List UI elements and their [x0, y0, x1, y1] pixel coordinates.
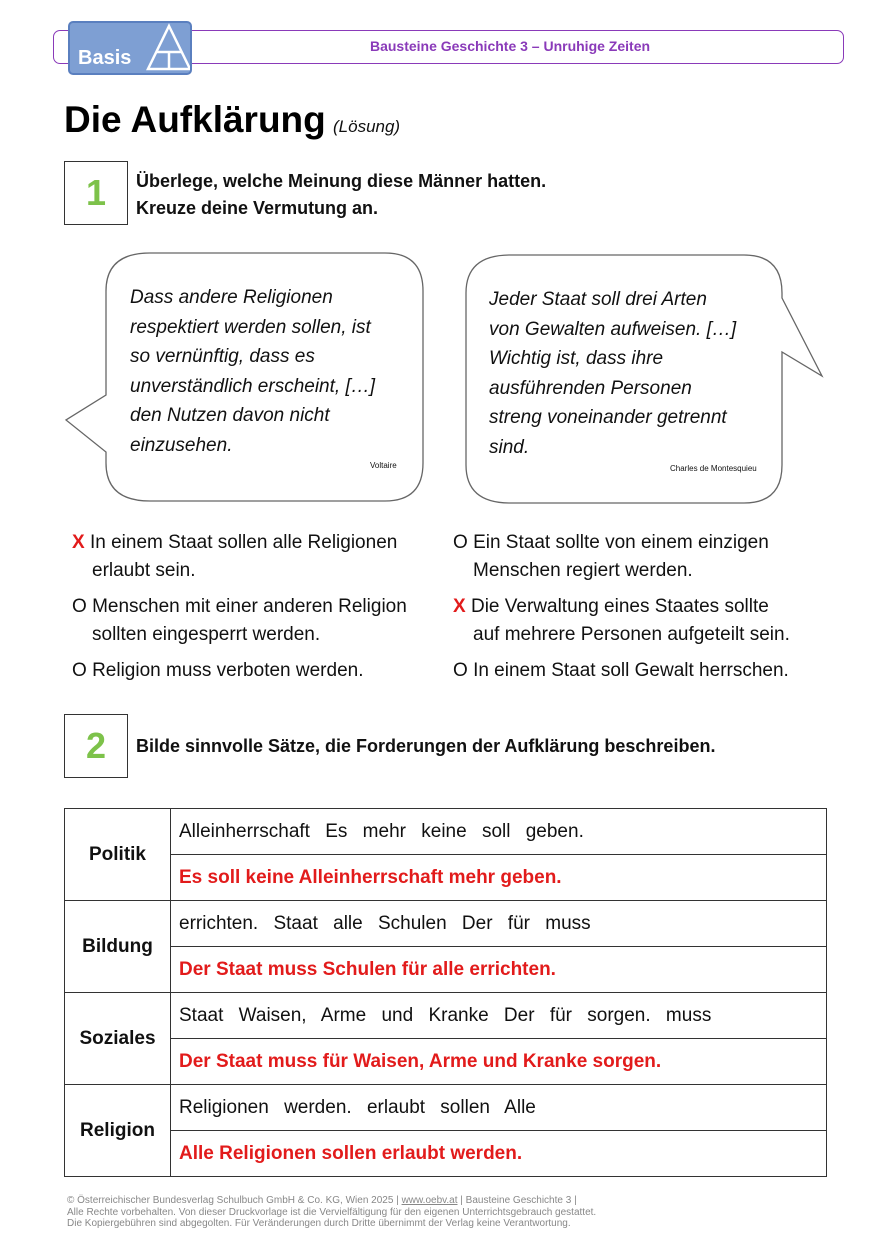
- option-item: [72, 593, 407, 649]
- option-text-cont: sollten eingesperrt werden.: [92, 624, 321, 645]
- option-item: [453, 529, 769, 585]
- answer-cell: Der Staat muss Schulen für alle errichten.: [171, 947, 827, 993]
- quote-line: streng voneinander getrennt: [489, 407, 727, 428]
- task-number: 1: [85, 172, 107, 213]
- option-text-cont: Menschen regiert werden.: [473, 560, 693, 581]
- quote-montesquieu: [489, 285, 736, 462]
- quote-line: den Nutzen davon nicht: [130, 405, 330, 426]
- quote-line: sind.: [489, 436, 530, 458]
- header-title: Bausteine Geschichte 3 – Unruhige Zeiten: [369, 38, 651, 54]
- option-item: [72, 657, 363, 685]
- task-number-box-2: [64, 714, 128, 778]
- quote-line: unverständlich erscheint, […]: [130, 375, 376, 397]
- answer-cell: Alle Religionen sollen erlaubt werden.: [171, 1131, 827, 1177]
- scrambled-cell: errichten. Staat alle Schulen Der für muss: [171, 901, 827, 947]
- quote-line: respektiert werden sollen, ist: [130, 316, 371, 338]
- option-item: [72, 529, 397, 585]
- publisher-link[interactable]: www.oebv.at: [401, 1195, 458, 1206]
- footer-text: | Bausteine Geschichte 3 |: [457, 1195, 577, 1206]
- page-title: Die Aufklärung: [64, 99, 326, 140]
- task-1-line-2: Kreuze deine Vermutung an.: [136, 198, 379, 218]
- quote-author-voltaire: Voltaire: [370, 461, 397, 470]
- scrambled-cell: Alleinherrschaft Es mehr keine soll geben.: [171, 809, 827, 855]
- table-row: [65, 1131, 827, 1177]
- sentence-table: [64, 808, 827, 1177]
- option-text-cont: erlaubt sein.: [92, 560, 196, 581]
- category-cell: Politik: [65, 809, 171, 901]
- footer-line-2: Alle Rechte vorbehalten. Von dieser Druckvorlage ist die Vervielfältigung für den eigenen Unterrichtsgebrauch gestattet.: [67, 1206, 597, 1218]
- table-row: [65, 901, 827, 947]
- quote-line: ausführenden Personen: [489, 377, 692, 399]
- answer-cell: Es soll keine Alleinherrschaft mehr geben.: [171, 855, 827, 901]
- table-row: [65, 809, 827, 855]
- task-number: 2: [85, 725, 107, 766]
- scrambled-cell: Religionen werden. erlaubt sollen Alle: [171, 1085, 827, 1131]
- table-row: [65, 1039, 827, 1085]
- quote-line: von Gewalten aufweisen. […]: [489, 318, 737, 340]
- footer-line-1: [67, 1195, 827, 1207]
- option-text-cont: auf mehrere Personen aufgeteilt sein.: [473, 624, 790, 645]
- option-item: [453, 657, 789, 685]
- option-mark: O: [453, 532, 468, 553]
- table-row: [65, 993, 827, 1039]
- option-text: Ein Staat sollte von einem einzigen: [473, 532, 769, 553]
- category-cell: Soziales: [65, 993, 171, 1085]
- footer-line-3: Die Kopiergebühren sind abgegolten. Für Veränderungen durch Dritte übernimmt der Verlag keine Verantwortung.: [67, 1218, 571, 1229]
- option-text: In einem Staat soll Gewalt herrschen.: [473, 660, 789, 681]
- option-text: Religion muss verboten werden.: [92, 660, 364, 681]
- task-2-instruction: Bilde sinnvolle Sätze, die Forderungen der Aufklärung beschreiben.: [136, 736, 716, 756]
- option-mark: O: [72, 660, 87, 681]
- quote-line: einzusehen.: [130, 434, 233, 456]
- footer-text: © Österreichischer Bundesverlag Schulbuch GmbH & Co. KG, Wien 2025 |: [67, 1195, 402, 1206]
- quote-line: Wichtig ist, dass ihre: [489, 348, 664, 369]
- category-cell: Religion: [65, 1085, 171, 1177]
- option-mark: X: [72, 532, 85, 553]
- option-mark: O: [72, 596, 87, 617]
- option-text: Die Verwaltung eines Staates sollte: [470, 596, 769, 617]
- badge-label: Basis: [78, 47, 132, 69]
- quote-voltaire: [130, 283, 375, 460]
- quote-author-montesquieu: Charles de Montesquieu: [670, 464, 757, 473]
- table-row: [65, 947, 827, 993]
- quote-line: Jeder Staat soll drei Arten: [489, 289, 707, 310]
- table-row: [65, 1085, 827, 1131]
- quote-line: Dass andere Religionen: [130, 287, 333, 308]
- option-item: [453, 593, 790, 649]
- option-text: Menschen mit einer anderen Religion: [92, 596, 407, 617]
- quote-line: so vernünftig, dass es: [130, 346, 315, 367]
- option-mark: O: [453, 660, 468, 681]
- option-mark: X: [453, 596, 466, 617]
- copyright-footer: [67, 1195, 827, 1230]
- scrambled-cell: Staat Waisen, Arme und Kranke Der für sorgen. muss: [171, 993, 827, 1039]
- task-1-line-1: Überlege, welche Meinung diese Männer hatten.: [136, 171, 547, 191]
- table-row: [65, 855, 827, 901]
- page-subtitle: (Lösung): [333, 117, 401, 136]
- option-text: In einem Staat sollen alle Religionen: [89, 532, 398, 553]
- answer-cell: Der Staat muss für Waisen, Arme und Kranke sorgen.: [171, 1039, 827, 1085]
- category-cell: Bildung: [65, 901, 171, 993]
